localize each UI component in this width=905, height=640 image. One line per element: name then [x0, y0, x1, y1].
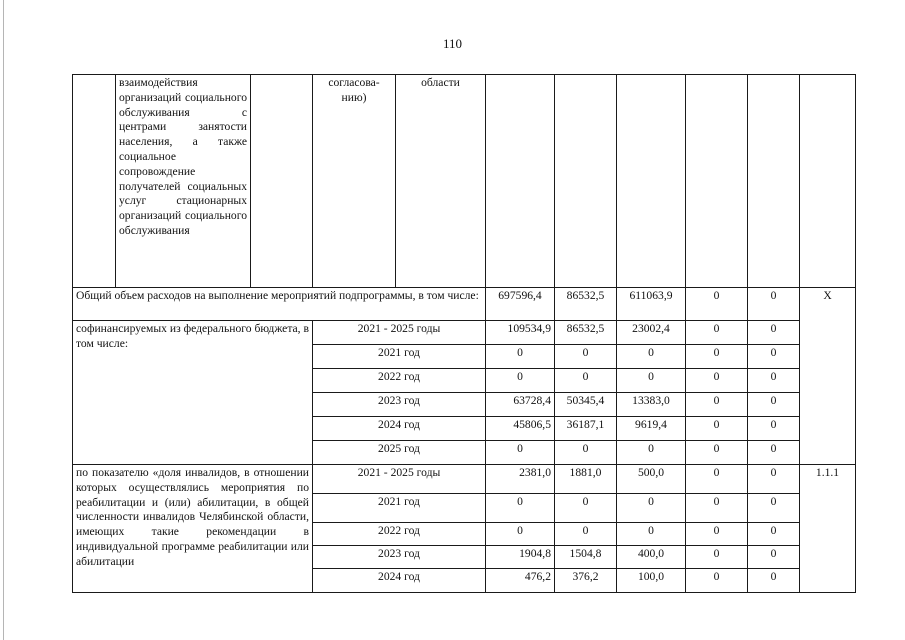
scan-edge-line: [3, 0, 4, 640]
value-cell: 0: [748, 546, 800, 569]
value-cell: 45806,5: [486, 417, 555, 441]
value-cell: 0: [686, 523, 748, 546]
value-cell: 0: [748, 441, 800, 465]
value-cell: 0: [686, 393, 748, 417]
value-cell: 0: [617, 345, 686, 369]
empty-cell: [555, 75, 617, 288]
value-cell: 0: [686, 569, 748, 593]
value-cell: 0: [486, 494, 555, 523]
value-cell: 2381,0: [486, 465, 555, 494]
value-cell: 0: [555, 494, 617, 523]
value-cell: 23002,4: [617, 321, 686, 345]
page-number: 110: [442, 36, 463, 51]
value-cell: 0: [686, 369, 748, 393]
cofinanced-label-cell: софинансируемых из федерального бюджета, в том числе:: [73, 321, 313, 465]
value-cell: 0: [555, 523, 617, 546]
value-cell: 0: [617, 369, 686, 393]
value-cell: 0: [748, 369, 800, 393]
value-cell: 86532,5: [555, 288, 617, 321]
period-cell: 2021 год: [313, 494, 486, 523]
value-cell: 0: [555, 369, 617, 393]
value-cell: 0: [748, 494, 800, 523]
value-cell: 611063,9: [617, 288, 686, 321]
period-cell: 2021 - 2025 годы: [313, 465, 486, 494]
table-row-cofinanced: [73, 321, 856, 345]
value-cell: 400,0: [617, 546, 686, 569]
value-cell: 0: [555, 441, 617, 465]
value-cell: 63728,4: [486, 393, 555, 417]
value-cell: 86532,5: [555, 321, 617, 345]
value-cell: 0: [555, 345, 617, 369]
value-cell: 0: [686, 441, 748, 465]
period-cell: 2024 год: [313, 569, 486, 593]
indicator-number-cell: 1.1.1: [800, 465, 856, 593]
value-cell: 0: [686, 345, 748, 369]
value-cell: 500,0: [617, 465, 686, 494]
value-cell: 0: [686, 494, 748, 523]
value-cell: 0: [748, 465, 800, 494]
value-cell: 376,2: [555, 569, 617, 593]
number-cell: [73, 75, 116, 288]
expenditure-table: [72, 74, 856, 593]
value-cell: 0: [748, 321, 800, 345]
indicator-cell: X: [800, 288, 856, 321]
period-cell: 2021 - 2025 годы: [313, 321, 486, 345]
period-cell: 2025 год: [313, 441, 486, 465]
value-cell: 0: [748, 288, 800, 321]
value-cell: 1904,8: [486, 546, 555, 569]
value-cell: 50345,4: [555, 393, 617, 417]
value-cell: 697596,4: [486, 288, 555, 321]
period-cell: 2021 год: [313, 345, 486, 369]
value-cell: 0: [748, 417, 800, 441]
value-cell: 0: [486, 369, 555, 393]
funding-source-cell: области: [396, 75, 486, 288]
empty-cell: [486, 75, 555, 288]
table-row-total: [73, 288, 856, 321]
value-cell: 0: [748, 393, 800, 417]
value-cell: 100,0: [617, 569, 686, 593]
value-cell: 0: [617, 494, 686, 523]
measure-description-cell: взаимодействия организаций социального обслуживания с центрами занятости населения, а также социальное сопровождение получателей социальных услуг стационарных организаций социального обслуживания: [116, 75, 251, 288]
value-cell: 0: [748, 569, 800, 593]
value-cell: 0: [617, 441, 686, 465]
value-cell: 0: [686, 417, 748, 441]
value-cell: 0: [686, 465, 748, 494]
period-cell: 2024 год: [313, 417, 486, 441]
table-row-indicator: [73, 465, 856, 494]
empty-cell: [617, 75, 686, 288]
value-cell: 0: [686, 321, 748, 345]
value-cell: 0: [748, 523, 800, 546]
period-cell: 2022 год: [313, 369, 486, 393]
empty-cell: [800, 75, 856, 288]
value-cell: 0: [486, 523, 555, 546]
value-cell: 0: [686, 546, 748, 569]
deadline-cell: [251, 75, 313, 288]
indicator-cell: [800, 321, 856, 465]
value-cell: 13383,0: [617, 393, 686, 417]
period-cell: 2023 год: [313, 546, 486, 569]
executor-cell: согласова-нию): [313, 75, 396, 288]
value-cell: 1881,0: [555, 465, 617, 494]
value-cell: 0: [748, 345, 800, 369]
table-row-continuation: [73, 75, 856, 288]
value-cell: 1504,8: [555, 546, 617, 569]
value-cell: 109534,9: [486, 321, 555, 345]
total-label-cell: Общий объем расходов на выполнение мероприятий подпрограммы, в том числе:: [73, 288, 486, 321]
empty-cell: [748, 75, 800, 288]
value-cell: 476,2: [486, 569, 555, 593]
value-cell: 0: [686, 288, 748, 321]
value-cell: 0: [486, 345, 555, 369]
value-cell: 0: [486, 441, 555, 465]
value-cell: 36187,1: [555, 417, 617, 441]
value-cell: 9619,4: [617, 417, 686, 441]
empty-cell: [686, 75, 748, 288]
value-cell: 0: [617, 523, 686, 546]
period-cell: 2023 год: [313, 393, 486, 417]
period-cell: 2022 год: [313, 523, 486, 546]
indicator-label-cell: по показателю «доля инвалидов, в отношении которых осуществлялись мероприятия по реабилитации и (или) абилитации, в общей численности инвалидов Челябинской области, имеющих такие рекомендации в индивидуальной программе реабилитации или абилитации: [73, 465, 313, 593]
